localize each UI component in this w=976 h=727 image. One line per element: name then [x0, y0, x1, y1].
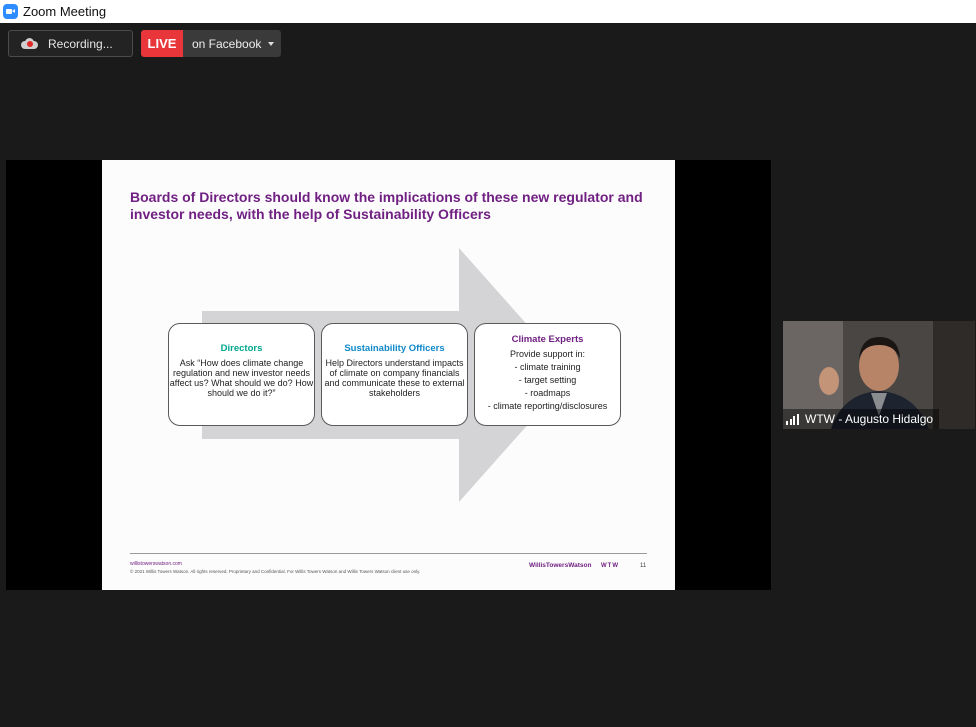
list-item: - target setting — [518, 375, 577, 385]
chevron-down-icon — [268, 42, 274, 46]
footer-divider — [130, 553, 647, 554]
page-number: 11 — [640, 563, 647, 569]
footer-copyright: © 2021 Willis Towers Watson. All rights reserved. Proprietary and Confidential. For Willis Towers Watson and Willis Towers Watson client use only. — [130, 569, 421, 574]
presentation-slide — [102, 160, 675, 590]
sustainability-officers-box — [321, 323, 468, 426]
box-heading: Directors — [220, 343, 263, 354]
box-text: Help Directors understand impacts of climate on company financials and communicate these to external stakeholders — [324, 358, 465, 398]
wtw-logo: WTW — [601, 563, 619, 569]
directors-box — [168, 323, 315, 426]
box-intro: Provide support in: — [509, 349, 586, 359]
zoom-icon — [3, 4, 18, 19]
live-stream-control — [141, 30, 281, 57]
window-titlebar — [0, 0, 976, 23]
window-title: Zoom Meeting — [23, 4, 107, 19]
live-destination-dropdown[interactable] — [183, 30, 281, 57]
footer-url: willistowerswatson.com — [130, 561, 182, 567]
box-heading: Climate Experts — [511, 334, 584, 345]
box-text: Ask “How does climate change regulation and new investor needs affect us? What should we do? How should we do it?” — [169, 358, 314, 398]
screen-share-area — [6, 160, 771, 590]
list-item: - climate reporting/disclosures — [487, 401, 608, 411]
climate-experts-box — [474, 323, 621, 426]
live-badge[interactable]: LIVE — [141, 30, 183, 57]
participant-name: WTW - Augusto Hidalgo — [805, 412, 934, 426]
recording-indicator-button[interactable] — [8, 30, 133, 57]
slide-title: Boards of Directors should know the implications of these new regulator and investor needs, with the help of Sustainability Officers — [130, 189, 643, 222]
participant-video-tile[interactable] — [783, 321, 975, 429]
list-item: - roadmaps — [524, 388, 571, 398]
footer-brand: WillisTowersWatson — [529, 562, 592, 569]
box-heading: Sustainability Officers — [344, 343, 445, 354]
list-item: - climate training — [514, 362, 581, 372]
live-destination-label: on Facebook — [192, 36, 262, 51]
participant-name-bar — [783, 409, 939, 429]
recording-label: Recording... — [48, 36, 113, 51]
signal-strength-icon — [786, 414, 800, 425]
cloud-record-icon — [21, 38, 38, 49]
